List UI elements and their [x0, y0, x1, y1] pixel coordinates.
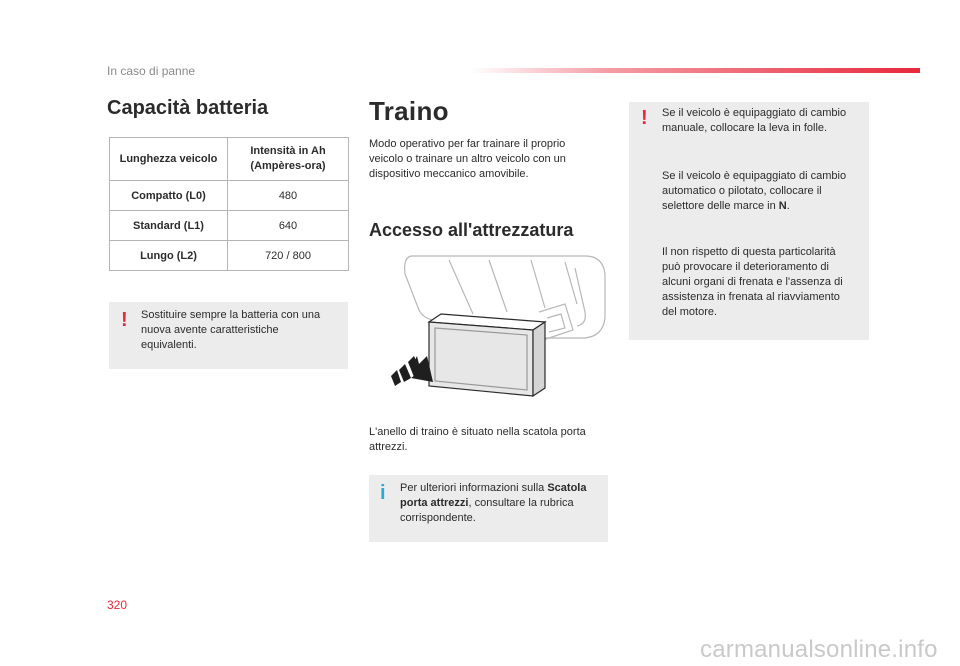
warning-icon: !: [121, 309, 128, 331]
warning-icon: !: [641, 107, 648, 129]
seat-cushion: [405, 256, 509, 320]
capacity-cell: 640: [228, 211, 349, 241]
warning-automatic-text: Se il veicolo è equipaggiato di cambio automatico o pilotato, collocare il selettore delle marce in: [662, 170, 847, 212]
battery-title: Capacità batteria: [107, 97, 269, 119]
access-title: Accesso all'attrezzatura: [369, 220, 574, 240]
vehicle-cell: Lungo (L2): [110, 241, 228, 271]
table-row: [110, 241, 349, 271]
table-row: [110, 211, 349, 241]
warning-manual-gearbox: Se il veicolo è equipaggiato di cambio manuale, collocare la leva in folle.: [662, 107, 847, 134]
towing-title: Traino: [369, 96, 449, 126]
seat-toolbox-illustration: [389, 252, 609, 412]
header-rule: [470, 68, 920, 73]
header-capacity: Intensità in Ah (Ampères-ora): [228, 138, 349, 181]
gear-position-n: N: [778, 200, 787, 212]
vehicle-cell: Compatto (L0): [110, 181, 228, 211]
towing-warning-box: [629, 102, 869, 340]
section-label: In caso di panne: [107, 64, 196, 78]
table-header-row: [110, 138, 349, 181]
battery-warning-box: [109, 302, 348, 369]
warning-brake-damage: Il non rispetto di questa particolarità può provocare il deterioramento di alcuni organi di frenata e l'assenza di assistenza in frenata al riavviamento del motore.: [662, 246, 843, 318]
towing-intro: Modo operativo per far trainare il proprio veicolo o trainare un altro veicolo con un dispositivo meccanico amovibile.: [369, 138, 566, 180]
capacity-cell: 720 / 800: [228, 241, 349, 271]
info-text-end: , consultare la rubrica corrispondente.: [400, 497, 574, 524]
warning-automatic-end: .: [786, 200, 790, 212]
header-vehicle-length: Lunghezza veicolo: [110, 138, 228, 181]
info-text-start: Per ulteriori informazioni sulla: [400, 482, 548, 494]
info-box: [369, 475, 608, 542]
vehicle-cell: Standard (L1): [110, 211, 228, 241]
battery-warning-text: Sostituire sempre la batteria con una nuova avente caratteristiche equivalenti.: [141, 309, 321, 351]
info-text-bold: Scatola porta attrezzi: [400, 482, 587, 509]
towing-ring-text: L'anello di traino è situato nella scatola porta attrezzi.: [369, 426, 586, 453]
page-number: 320: [107, 598, 128, 612]
battery-table: [109, 137, 349, 271]
capacity-cell: 480: [228, 181, 349, 211]
info-text: [400, 481, 600, 526]
warning-automatic-gearbox: [662, 169, 857, 214]
arrow-icon: [391, 356, 433, 386]
info-icon: i: [380, 482, 386, 504]
table-row: [110, 181, 349, 211]
toolbox: [429, 314, 545, 396]
watermark: carmanualsonline.info: [700, 636, 938, 663]
